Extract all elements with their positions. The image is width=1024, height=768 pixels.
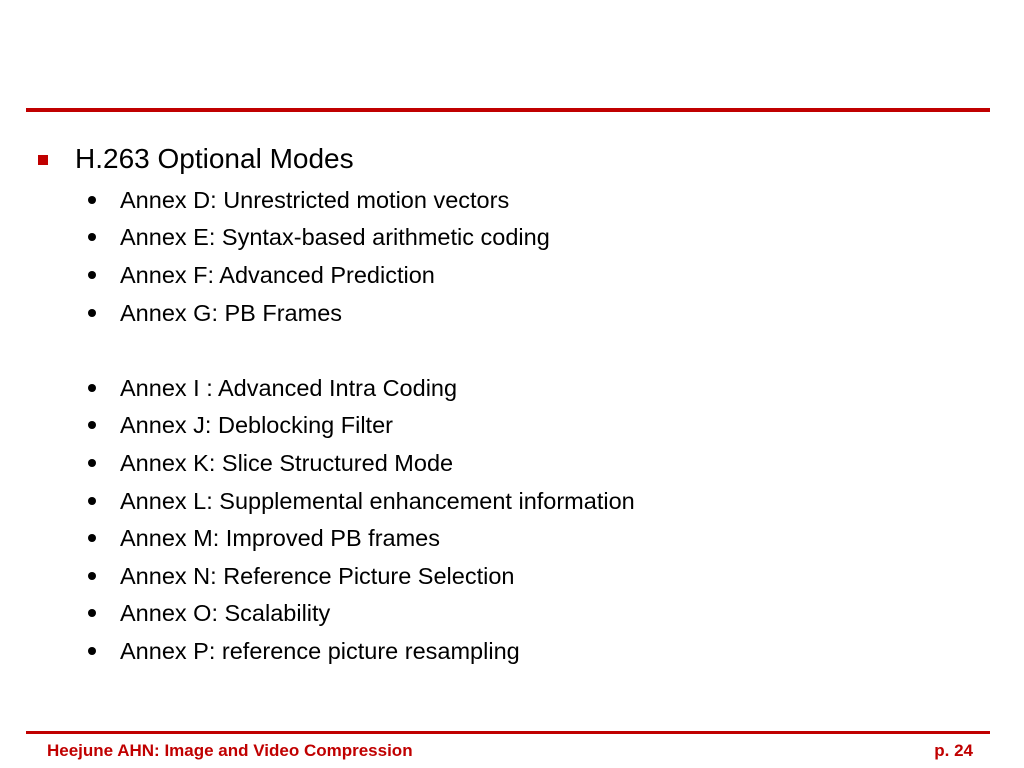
footer-page-number: p. 24 (934, 741, 973, 760)
square-bullet-icon (38, 155, 48, 165)
heading-row (38, 141, 354, 177)
dot-bullet-icon (88, 534, 96, 542)
list-item (88, 407, 635, 445)
dot-bullet-icon (88, 647, 96, 655)
list-item-text: Annex L: Supplemental enhancement information (120, 487, 635, 514)
list-item (88, 444, 635, 482)
list-item-text: Annex K: Slice Structured Mode (120, 449, 454, 476)
dot-bullet-icon (88, 309, 96, 317)
dot-bullet-icon (88, 384, 96, 392)
list-item (88, 557, 635, 595)
list-item (88, 519, 635, 557)
dot-bullet-icon (88, 271, 96, 279)
list-item (88, 595, 635, 633)
list-item-text: Annex F: Advanced Prediction (120, 261, 435, 288)
dot-bullet-icon (88, 421, 96, 429)
list-item (88, 369, 635, 407)
list-item-text: Annex P: reference picture resampling (120, 637, 520, 664)
dot-bullet-icon (88, 497, 96, 505)
footer-course-title: Heejune AHN: Image and Video Compression (47, 741, 413, 760)
bottom-divider (26, 731, 990, 734)
dot-bullet-icon (88, 196, 96, 204)
list-item-text: Annex J: Deblocking Filter (120, 412, 393, 439)
list-item (88, 632, 635, 670)
slide-heading: H.263 Optional Modes (75, 143, 354, 174)
dot-bullet-icon (88, 572, 96, 580)
list-item (88, 482, 635, 520)
list-item-text: Annex O: Scalability (120, 600, 331, 627)
list-item-text: Annex N: Reference Picture Selection (120, 562, 515, 589)
annex-list-group-2 (88, 369, 635, 670)
list-item (88, 219, 550, 257)
list-item-text: Annex D: Unrestricted motion vectors (120, 186, 510, 213)
annex-list-group-1 (88, 181, 550, 331)
list-item-text: Annex I : Advanced Intra Coding (120, 374, 458, 401)
list-item (88, 256, 550, 294)
dot-bullet-icon (88, 459, 96, 467)
dot-bullet-icon (88, 233, 96, 241)
dot-bullet-icon (88, 609, 96, 617)
list-item (88, 181, 550, 219)
list-item-text: Annex M: Improved PB frames (120, 525, 440, 552)
list-item (88, 294, 550, 332)
list-item-text: Annex E: Syntax-based arithmetic coding (120, 224, 550, 251)
list-item-text: Annex G: PB Frames (120, 299, 343, 326)
